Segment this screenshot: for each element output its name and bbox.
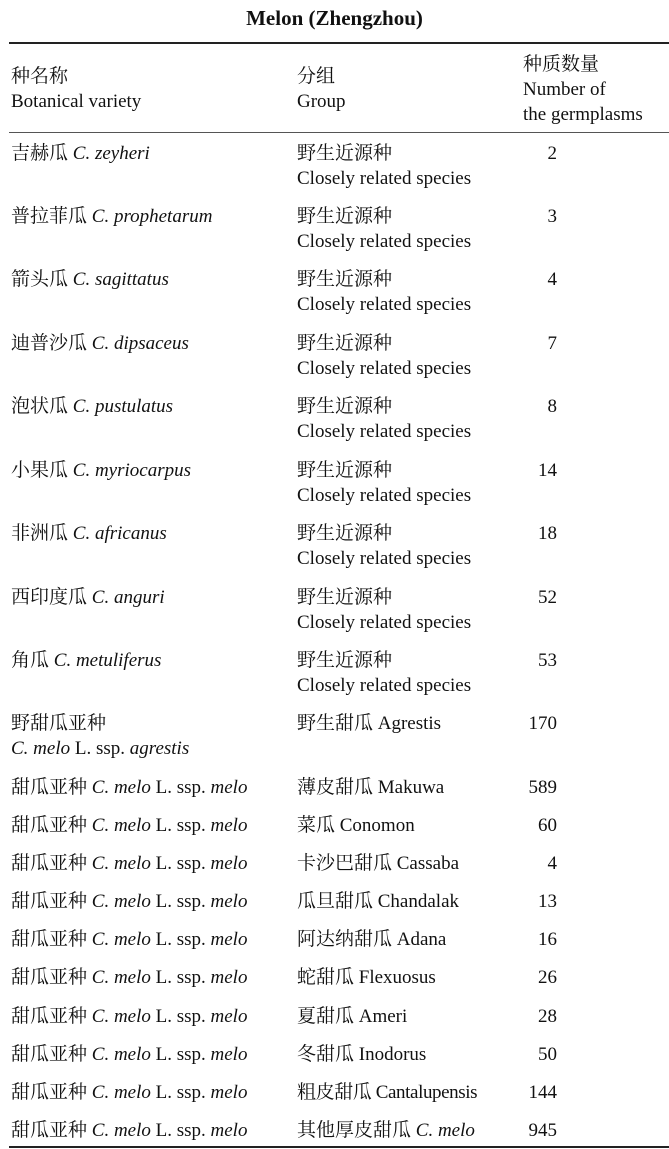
table-row-4-group-cn: 野生近源种	[297, 333, 393, 354]
table-row-1-count: 2	[547, 143, 557, 164]
table-row-20-group: 其他厚皮甜瓜 C. melo	[297, 1120, 475, 1141]
table-row-8-group-cn: 野生近源种	[297, 587, 393, 608]
table-row-16-count: 26	[538, 967, 557, 988]
header-rule	[9, 132, 669, 133]
table-row-4-variety: 迪普沙瓜 C. dipsaceus	[11, 333, 189, 354]
table-row-1-variety: 吉赫瓜 C. zeyheri	[11, 143, 150, 164]
table-row-13-count: 4	[547, 853, 557, 874]
table-row-5-group-en: Closely related species	[297, 421, 472, 442]
table-row-13-group: 卡沙巴甜瓜 Cassaba	[297, 853, 460, 874]
header-count-en-2: the germplasms	[523, 104, 643, 125]
table-row-18-group: 冬甜瓜 Inodorus	[297, 1044, 427, 1065]
table-row-1-group-cn: 野生近源种	[297, 143, 393, 164]
table-row-2-variety: 普拉菲瓜 C. prophetarum	[11, 206, 213, 227]
table-row-2-count: 3	[547, 206, 557, 227]
header-variety-en: Botanical variety	[11, 91, 142, 112]
table-row-6-group-en: Closely related species	[297, 485, 472, 506]
table-row-10-group: 野生甜瓜 Agrestis	[297, 713, 442, 734]
table-row-9-group-en: Closely related species	[297, 675, 472, 696]
header-count-en-1: Number of	[523, 79, 606, 100]
table-row-20-count: 945	[528, 1120, 557, 1141]
table-row-4-count: 7	[547, 333, 557, 354]
table-row-11-count: 589	[528, 777, 557, 798]
table-row-3-group-cn: 野生近源种	[297, 269, 393, 290]
header-group-cn: 分组	[297, 66, 336, 87]
table-row-12-group: 菜瓜 Conomon	[297, 815, 415, 836]
table-row-17-count: 28	[538, 1006, 557, 1027]
table-row-3-group-en: Closely related species	[297, 294, 472, 315]
table-row-19-group: 粗皮甜瓜 Cantalupensis	[297, 1082, 478, 1103]
table-row-20-variety: 甜瓜亚种 C. melo L. ssp. melo	[11, 1120, 248, 1141]
table-row-5-count: 8	[547, 396, 557, 417]
table-row-10-variety-cn: 野甜瓜亚种	[11, 713, 107, 734]
table-row-5-group-cn: 野生近源种	[297, 396, 393, 417]
table-row-15-count: 16	[538, 929, 557, 950]
header-count-cn: 种质数量	[523, 54, 600, 75]
table-row-3-count: 4	[547, 269, 557, 290]
table-row-2-group-cn: 野生近源种	[297, 206, 393, 227]
table-row-7-group-cn: 野生近源种	[297, 523, 393, 544]
table-row-15-variety: 甜瓜亚种 C. melo L. ssp. melo	[11, 929, 248, 950]
top-rule	[9, 42, 669, 44]
table-row-9-group-cn: 野生近源种	[297, 650, 393, 671]
table-row-6-variety: 小果瓜 C. myriocarpus	[11, 460, 191, 481]
header-variety-cn: 种名称	[11, 66, 69, 87]
table-row-10-count: 170	[528, 713, 557, 734]
table-row-14-variety: 甜瓜亚种 C. melo L. ssp. melo	[11, 891, 248, 912]
table-row-7-count: 18	[538, 523, 557, 544]
table-row-17-variety: 甜瓜亚种 C. melo L. ssp. melo	[11, 1006, 248, 1027]
table-row-12-count: 60	[538, 815, 557, 836]
header-group-en: Group	[297, 91, 346, 112]
table-row-7-variety: 非洲瓜 C. africanus	[11, 523, 167, 544]
table-row-18-variety: 甜瓜亚种 C. melo L. ssp. melo	[11, 1044, 248, 1065]
table-row-18-count: 50	[538, 1044, 557, 1065]
table-row-3-variety: 箭头瓜 C. sagittatus	[11, 269, 169, 290]
table-row-2-group-en: Closely related species	[297, 231, 472, 252]
table-row-8-group-en: Closely related species	[297, 612, 472, 633]
table-row-14-count: 13	[538, 891, 557, 912]
table-row-7-group-en: Closely related species	[297, 548, 472, 569]
table-row-9-variety: 角瓜 C. metuliferus	[11, 650, 162, 671]
table-row-8-variety: 西印度瓜 C. anguri	[11, 587, 165, 608]
table-row-12-variety: 甜瓜亚种 C. melo L. ssp. melo	[11, 815, 248, 836]
table-row-14-group: 瓜旦甜瓜 Chandalak	[297, 891, 460, 912]
table-row-1-group-en: Closely related species	[297, 168, 472, 189]
table-row-16-group: 蛇甜瓜 Flexuosus	[297, 967, 436, 988]
table-title: Melon (Zhengzhou)	[246, 6, 423, 30]
bottom-rule	[9, 1146, 669, 1148]
table-row-6-count: 14	[538, 460, 557, 481]
table-row-4-group-en: Closely related species	[297, 358, 472, 379]
table-row-16-variety: 甜瓜亚种 C. melo L. ssp. melo	[11, 967, 248, 988]
table-row-9-count: 53	[538, 650, 557, 671]
table-row-19-count: 144	[528, 1082, 557, 1103]
table-row-10-variety-sci: C. melo L. ssp. agrestis	[11, 738, 190, 759]
table-row-19-variety: 甜瓜亚种 C. melo L. ssp. melo	[11, 1082, 248, 1103]
table-row-8-count: 52	[538, 587, 557, 608]
table-row-17-group: 夏甜瓜 Ameri	[297, 1006, 408, 1027]
table-row-15-group: 阿达纳甜瓜 Adana	[297, 929, 447, 950]
table-row-11-group: 薄皮甜瓜 Makuwa	[297, 777, 445, 798]
table-row-5-variety: 泡状瓜 C. pustulatus	[11, 396, 174, 417]
table-row-11-variety: 甜瓜亚种 C. melo L. ssp. melo	[11, 777, 248, 798]
table-row-13-variety: 甜瓜亚种 C. melo L. ssp. melo	[11, 853, 248, 874]
table-row-6-group-cn: 野生近源种	[297, 460, 393, 481]
